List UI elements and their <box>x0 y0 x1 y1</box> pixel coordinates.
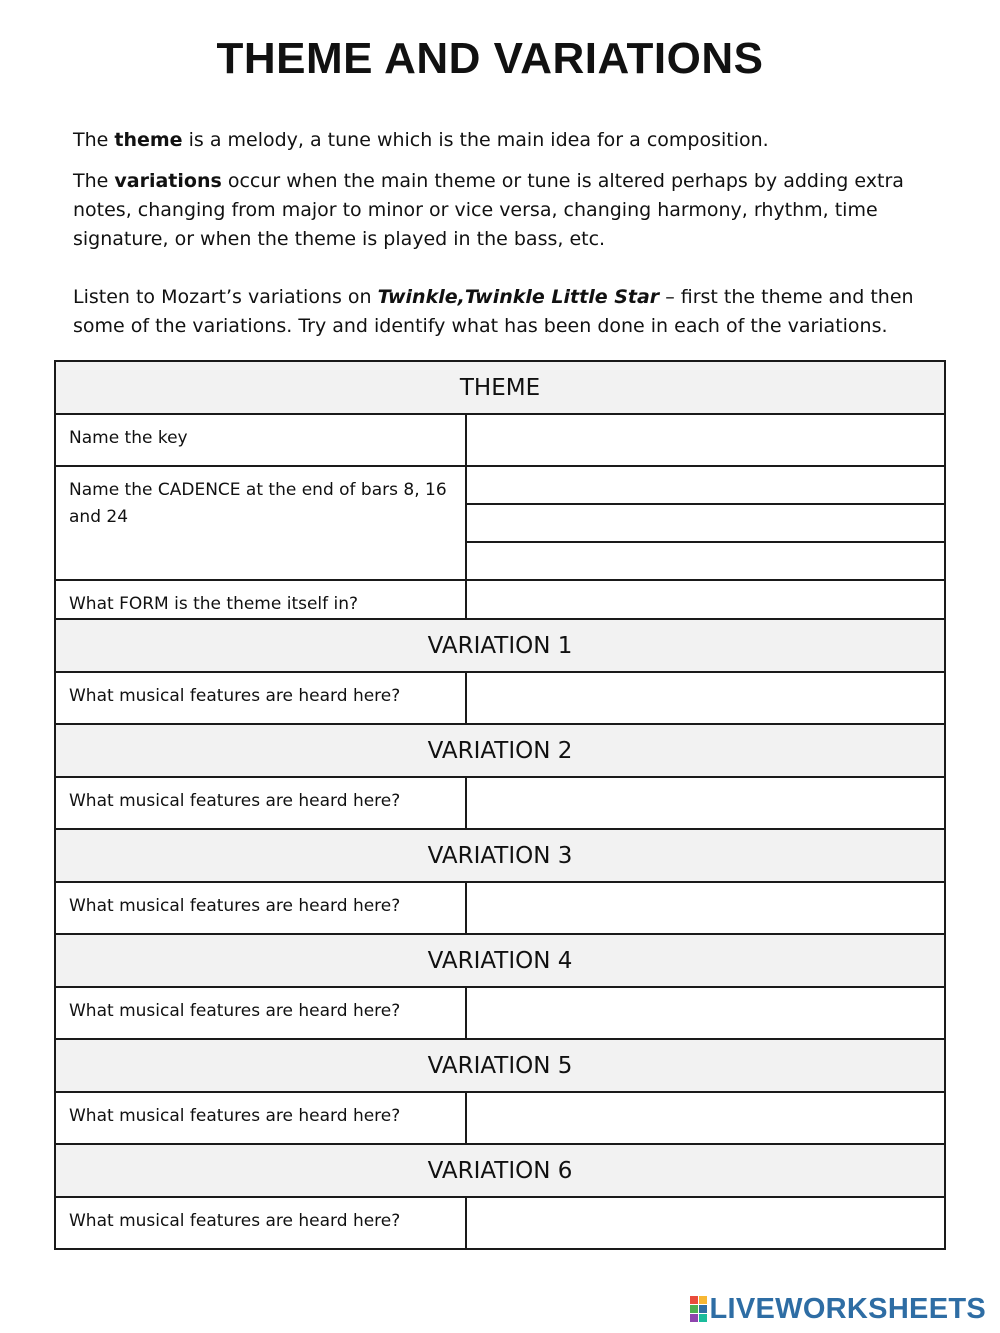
logo-block <box>699 1296 707 1304</box>
question-form: What FORM is the theme itself in? <box>55 580 466 619</box>
liveworksheets-logo[interactable] <box>690 1294 987 1324</box>
variation-6-answer[interactable] <box>466 1197 945 1249</box>
variation-3-question: What musical features are heard here? <box>55 882 466 934</box>
variation-1-question: What musical features are heard here? <box>55 672 466 724</box>
variation-2-header: VARIATION 2 <box>55 724 945 777</box>
answer-form[interactable] <box>466 580 945 619</box>
variation-5-question: What musical features are heard here? <box>55 1092 466 1144</box>
page-title: THEME AND VARIATIONS <box>216 34 764 83</box>
variation-2-question: What musical features are heard here? <box>55 777 466 829</box>
variation-3-header: VARIATION 3 <box>55 829 945 882</box>
variation-1-header: VARIATION 1 <box>55 619 945 672</box>
theme-header: THEME <box>55 361 945 414</box>
listening-instructions: Listen to Mozart’s variations on Twinkle,Twinkle Little Star – first the theme and then some of the variations. Try and identify what has been done in each of the variations. <box>73 286 914 337</box>
theme-definition: The theme is a melody, a tune which is the main idea for a composition. <box>73 129 769 151</box>
variation-3-answer[interactable] <box>466 882 945 934</box>
brand-name: LIVEWORKSHEETS <box>709 1292 986 1325</box>
intro-text <box>73 126 933 353</box>
logo-icon <box>690 1296 707 1322</box>
variation-6-header: VARIATION 6 <box>55 1144 945 1197</box>
answer-key[interactable] <box>466 414 945 466</box>
variation-4-question: What musical features are heard here? <box>55 987 466 1039</box>
logo-block <box>699 1314 707 1322</box>
logo-block <box>690 1305 698 1313</box>
answer-cadence-bar-16[interactable] <box>466 504 945 542</box>
logo-block <box>699 1305 707 1313</box>
variations-definition: The variations occur when the main theme or tune is altered perhaps by adding extra notes, changing from major to minor or vice versa, changing harmony, rhythm, time signature, or when the theme is played in the bass, etc. <box>73 170 904 250</box>
logo-block <box>690 1314 698 1322</box>
logo-block <box>690 1296 698 1304</box>
variation-6-question: What musical features are heard here? <box>55 1197 466 1249</box>
variation-2-answer[interactable] <box>466 777 945 829</box>
variation-4-answer[interactable] <box>466 987 945 1039</box>
variation-5-answer[interactable] <box>466 1092 945 1144</box>
question-cadence: Name the CADENCE at the end of bars 8, 16 and 24 <box>55 466 466 580</box>
answer-cadence-bar-24[interactable] <box>466 542 945 580</box>
variation-1-answer[interactable] <box>466 672 945 724</box>
worksheet-table <box>54 360 946 1250</box>
question-key: Name the key <box>55 414 466 466</box>
variation-4-header: VARIATION 4 <box>55 934 945 987</box>
answer-cadence-bar-8[interactable] <box>466 466 945 504</box>
variation-5-header: VARIATION 5 <box>55 1039 945 1092</box>
